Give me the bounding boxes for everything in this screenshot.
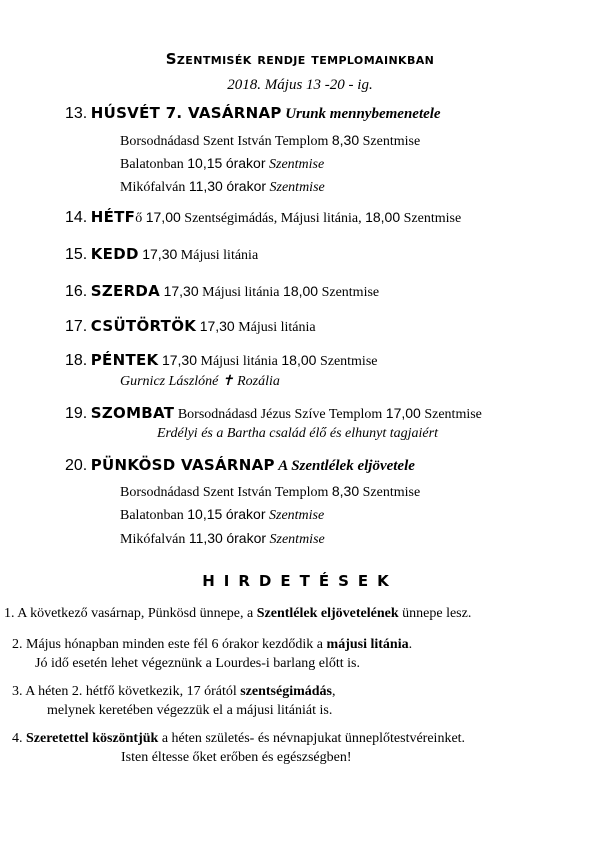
- mass-line: Borsodnádasd Szent István Templom 8,30 Szentmise: [120, 132, 421, 149]
- mass-line: Balatonban 10,15 órakor Szentmise: [120, 506, 325, 523]
- day-13-heading: [65, 104, 441, 123]
- announcements-title: HIRDETÉSEK: [202, 572, 398, 590]
- announcement-3: 3. A héten 2. hétfő következik, 17 órától szentségimádás,: [12, 684, 336, 699]
- announcement-2-line2: Jó idő esetén lehet végeznünk a Lourdes-i barlang előtt is.: [35, 656, 361, 671]
- day-16-row: 16. SZERDA 17,30 Májusi litánia 18,00 Szentmise: [65, 282, 380, 300]
- day-14-row: 14. HÉTFő 17,00 Szentségimádás, Májusi litánia, 18,00 Szentmise: [65, 208, 462, 226]
- date-range: 2018. Május 13 -20 - ig.: [227, 77, 373, 93]
- announcement-1: 1. A következő vasárnap, Pünkösd ünnepe, a Szentlélek eljövetelének ünnepe lesz.: [4, 606, 472, 621]
- announcement-2: 2. Május hónapban minden este fél 6 órakor kezdődik a májusi litánia.: [12, 637, 413, 652]
- day-18-row: 18. PÉNTEK 17,30 Májusi litánia 18,00 Szentmise: [65, 351, 378, 369]
- page-title: Szentmisék rendje templomainkban: [165, 50, 435, 68]
- mass-line: Borsodnádasd Szent István Templom 8,30 Szentmise: [120, 483, 421, 500]
- intention-note: Erdélyi és a Bartha család élő és elhunyt tagjaiért: [157, 426, 438, 441]
- announcement-4: 4. Szeretettel köszöntjük a héten születés- és névnapjukat ünneplőtestvéreinket.: [12, 731, 466, 746]
- announcement-3-line2: melynek keretében végezzük el a májusi litániát is.: [47, 703, 333, 718]
- day-number: 13.: [65, 105, 88, 122]
- day-name: HÚSVÉT 7. VASÁRNAP: [90, 104, 282, 122]
- mass-line: Mikófalván 11,30 órakor Szentmise: [120, 178, 325, 195]
- feast-name: Urunk mennybemenetele: [285, 106, 441, 122]
- day-15-row: 15. KEDD 17,30 Májusi litánia: [65, 245, 259, 263]
- day-17-row: 17. CSÜTÖRTÖK 17,30 Májusi litánia: [65, 317, 316, 335]
- day-20-heading: 20. PÜNKÖSD VASÁRNAP A Szentlélek eljövetele: [65, 456, 415, 474]
- intention-note: Gurnicz Lászlóné ✝ Rozália: [120, 374, 280, 389]
- mass-line: Mikófalván 11,30 órakor Szentmise: [120, 530, 325, 547]
- announcement-4-line2: Isten éltesse őket erőben és egészségben!: [121, 750, 352, 765]
- mass-line: Balatonban 10,15 órakor Szentmise: [120, 155, 325, 172]
- day-19-row: 19. SZOMBAT Borsodnádasd Jézus Szíve Templom 17,00 Szentmise: [65, 404, 482, 422]
